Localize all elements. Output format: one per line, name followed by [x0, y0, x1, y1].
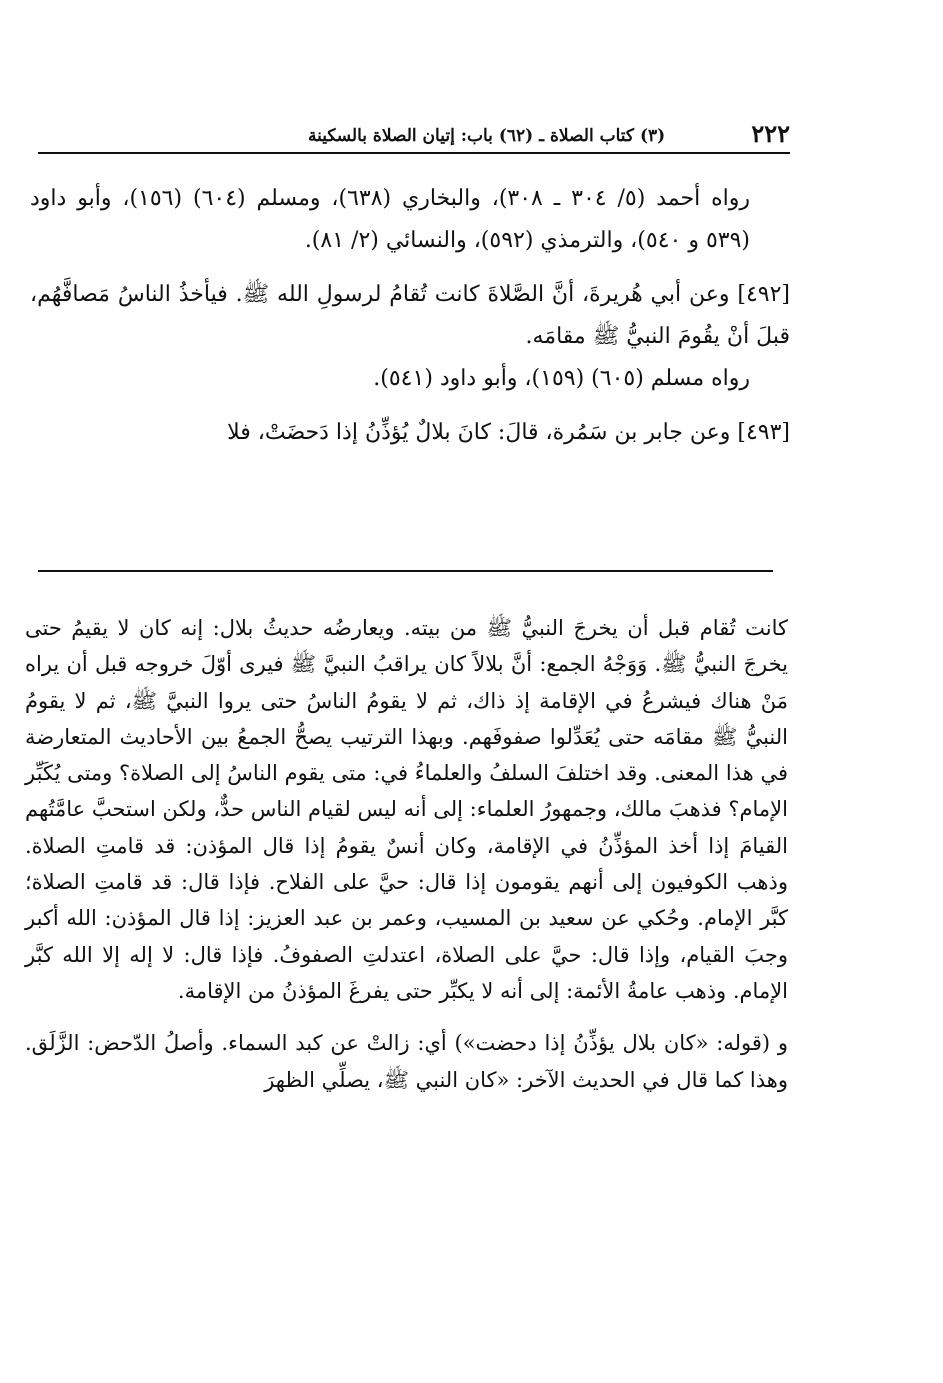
commentary [25, 610, 788, 1098]
hadith-493-text: [٤٩٣] وعن جابر بن سَمُرة، قالَ: كانَ بلالٌ يُؤذِّنُ إذا دَحضَتْ، فلا [227, 420, 790, 445]
hadith-492-text: [٤٩٢] وعن أبي هُريرةَ، أنَّ الصَّلاةَ كانت تُقامُ لرسولِ الله ﷺ. فيأخذُ الناسُ مَصافَّهُم، قبلَ أنْ يقُومَ النبيُّ ﷺ مقامَه. [30, 282, 790, 349]
main-text [30, 178, 790, 454]
commentary-paragraph-2: و (قوله: «كان بلال يؤذِّنُ إذا دحضت») أي: زالتْ عن كبد السماء. وأصلُ الدّحض: الزَّلَق. وهذا كما قال في الحديث الآخر: «كان النبي ﷺ، يصلِّي الظهرَ [25, 1031, 788, 1092]
page-number: ٢٢٢ [751, 119, 790, 148]
source-reference-491: رواه أحمد (٥/ ٣٠٤ ـ ٣٠٨)، والبخاري (٦٣٨)، ومسلم (٦٠٤) (١٥٦)، وأبو داود (٥٣٩ و ٥٤٠)، والترمذي (٥٩٢)، والنسائي (٢/ ٨١). [30, 186, 750, 253]
source-reference-492: رواه مسلم (٦٠٥) (١٥٩)، وأبو داود (٥٤١). [373, 366, 750, 391]
footnote-divider [38, 570, 773, 572]
running-title: (٣) كتاب الصلاة ـ (٦٢) باب: إتيان الصلاة بالسكينة [308, 126, 666, 146]
commentary-paragraph-1: كانت تُقام قبل أن يخرجَ النبيُّ ﷺ من بيته. ويعارضُه حديثُ بلال: إنه كان لا يقيمُ حتى يخرجَ النبيُّ ﷺ. وَوَجْهُ الجمع: أنَّ بلالاً كان يراقبُ النبيَّ ﷺ فيرى أوّلَ خروجه قبل أن يراه مَنْ هناك فيشرعُ في الإقامة إذ ذاك، ثم لا يقومُ الناسُ حتى يروا النبيَّ ﷺ، ثم لا يقومُ النبيُّ ﷺ مقامَه حتى يُعَدِّلوا صفوفَهم. وبهذا الترتيب يصحُّ الجمعُ بين الأحاديث المتعارضة في هذا المعنى. وقد اختلفَ السلفُ والعلماءُ في: متى يقوم الناسُ إلى الصلاة؟ ومتى يُكَبِّر الإمام؟ فذهبَ مالك، وجمهورُ العلماء: إلى أنه ليس لقيام الناس حدٌّ، ولكن استحبَّ عامَّتُهم القيامَ إذا أخذ المؤذِّنُ في الإقامة، وكان أنسٌ يقومُ إذا قال المؤذن: قد قامتِ الصلاة. وذهب الكوفيون إلى أنهم يقومون إذا قال: حيَّ على الفلاح. فإذا قال: قد قامتِ الصلاة؛ كبَّر الإمام. وحُكي عن سعيد بن المسيب، وعمر بن عبد العزيز: إذا قال المؤذن: الله أكبر وجبَ القيام، وإذا قال: حيَّ على الصلاة، اعتدلتِ الصفوفُ. فإذا قال: لا إله إلا الله كبَّر الإمام. وذهب عامةُ الأئمة: إلى أنه لا يكبِّر حتى يفرغَ المؤذنُ من الإقامة. [25, 616, 788, 1003]
hadith-492 [30, 274, 790, 358]
page-header [38, 112, 790, 154]
hadith-493 [30, 412, 790, 454]
